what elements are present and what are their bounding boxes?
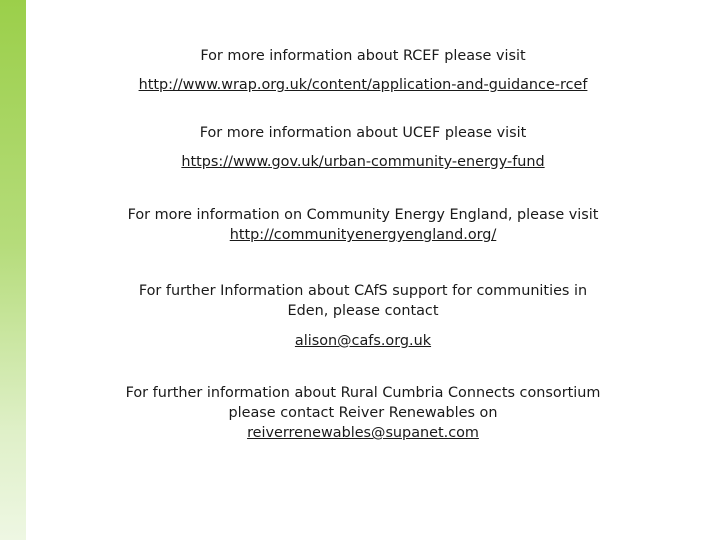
rural-cumbria-block bbox=[90, 383, 636, 443]
community-energy-england-block bbox=[90, 205, 636, 245]
community-energy-england-text: For more information on Community Energy England, please visit bbox=[127, 207, 599, 223]
reiver-email-link[interactable]: reiverrenewables@supanet.com bbox=[247, 425, 479, 441]
side-accent-bar bbox=[0, 0, 26, 540]
info-content bbox=[90, 46, 636, 443]
community-energy-england-link[interactable]: http://communityenergyengland.org/ bbox=[229, 227, 497, 243]
cafs-info-text-line-1: For further Information about CAfS support for communities in bbox=[138, 283, 588, 299]
ucef-info-block bbox=[90, 123, 636, 172]
cafs-email-link[interactable]: alison@cafs.org.uk bbox=[294, 333, 432, 349]
ucef-link[interactable]: https://www.gov.uk/urban-community-energy-fund bbox=[181, 154, 545, 170]
rural-cumbria-text-line-1: For further information about Rural Cumbria Connects consortium bbox=[125, 385, 601, 401]
rural-cumbria-text-line-2: please contact Reiver Renewables on bbox=[228, 405, 498, 421]
rcef-info-text: For more information about RCEF please visit bbox=[200, 48, 526, 64]
ucef-info-text: For more information about UCEF please visit bbox=[199, 125, 527, 141]
cafs-info-text-line-2: Eden, please contact bbox=[287, 303, 439, 319]
cafs-info-block bbox=[90, 281, 636, 351]
rcef-link[interactable]: http://www.wrap.org.uk/content/application-and-guidance-rcef bbox=[138, 77, 588, 93]
rcef-info-block bbox=[90, 46, 636, 95]
